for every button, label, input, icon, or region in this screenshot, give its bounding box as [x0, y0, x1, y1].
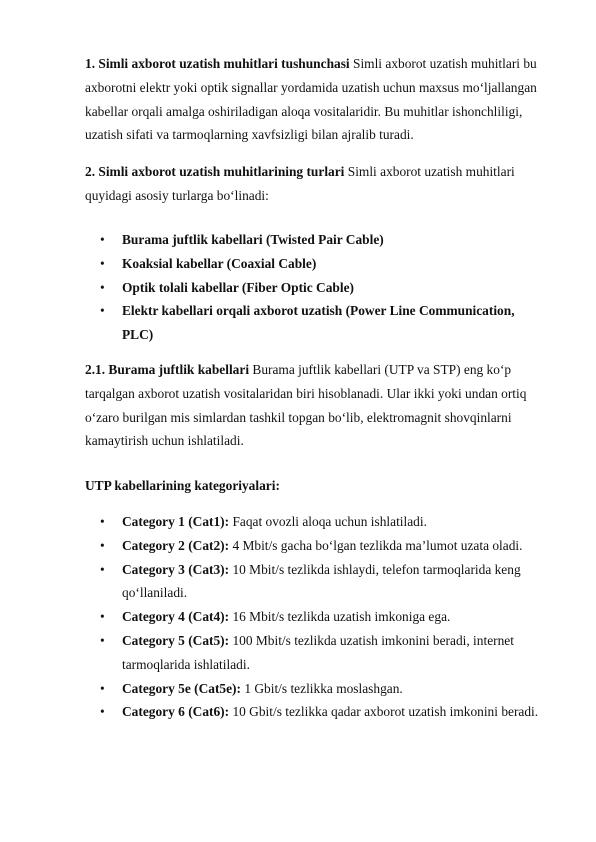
- category-text: 16 Mbit/s tezlikda uzatish imkoniga ega.: [229, 609, 451, 625]
- category-text: 4 Mbit/s gacha bo‘lgan tezlikda ma’lumot uzata oladi.: [229, 537, 523, 553]
- category-text: 10 Mbit/s tezlikda ishlaydi, telefon tarmoqlarida keng qo‘llaniladi.: [122, 561, 521, 601]
- cable-types-list: [85, 228, 545, 347]
- category-label: Category 1 (Cat1):: [122, 514, 230, 529]
- bullet-icon: •: [100, 609, 105, 625]
- bullet-icon: •: [100, 303, 105, 319]
- list-item: [85, 299, 545, 347]
- paragraph-section-2-1: [85, 358, 545, 453]
- list-item-label: Koaksial kabellar (Coaxial Cable): [122, 255, 317, 271]
- list-item: [85, 534, 545, 558]
- category-label: Category 4 (Cat4):: [122, 609, 230, 625]
- section-2-1-title: 2.1. Burama juftlik kabellari: [85, 362, 250, 377]
- list-item: [85, 700, 545, 724]
- list-item: [85, 677, 545, 701]
- section-1-text: Simli axborot uzatish muhitlari bu axborotni elektr yoki optik signallar yordamida uzatish uchun maxsus mo‘ljallangan kabellar orqali amalga oshiriladigan aloqa vositalaridir. Bu muhitlar ishonchliligi, uzatish sifati va tarmoqlarning xavfsizligi bilan ajralib turadi.: [85, 56, 537, 143]
- section-1-title: 1. Simli axborot uzatish muhitlari tushunchasi: [85, 56, 350, 71]
- bullet-icon: •: [100, 704, 105, 720]
- bullet-icon: •: [100, 632, 105, 648]
- paragraph-section-1: [85, 52, 545, 147]
- category-text: 10 Gbit/s tezlikka qadar axborot uzatish imkonini beradi.: [229, 704, 539, 720]
- paragraph-section-2: [85, 160, 545, 208]
- section-2-text: Simli axborot uzatish muhitlari quyidagi asosiy turlarga bo‘linadi:: [85, 164, 515, 203]
- utp-categories-heading: UTP kabellarining kategoriyalari:: [85, 478, 280, 493]
- list-item-label: Optik tolali kabellar (Fiber Optic Cable): [122, 279, 354, 295]
- category-text: Faqat ovozli aloqa uchun ishlatiladi.: [229, 514, 427, 529]
- list-item: [85, 629, 545, 677]
- bullet-icon: •: [100, 279, 105, 295]
- bullet-icon: •: [100, 680, 105, 696]
- list-item-label: Burama juftlik kabellari (Twisted Pair Cable): [122, 232, 384, 247]
- category-label: Category 5e (Cat5e):: [122, 680, 241, 696]
- section-2-title: 2. Simli axborot uzatish muhitlarining turlari: [85, 164, 345, 179]
- category-label: Category 6 (Cat6):: [122, 704, 230, 720]
- bullet-icon: •: [100, 255, 105, 271]
- list-item-label: Elektr kabellari orqali axborot uzatish (Power Line Communication, PLC): [122, 303, 515, 343]
- category-text: 100 Mbit/s tezlikda uzatish imkonini beradi, internet tarmoqlarida ishlatiladi.: [122, 632, 514, 672]
- list-item: [85, 252, 545, 276]
- bullet-icon: •: [100, 232, 105, 247]
- bullet-icon: •: [100, 537, 105, 553]
- section-2-1-text: Burama juftlik kabellari (UTP va STP) eng ko‘p tarqalgan axborot uzatish vositalaridan biri hisoblanadi. Ular ikki yoki undan ortiq o‘zaro burilgan mis simlardan tashkil topgan bo‘lib, elektromagnit shovqinlarni kamaytirish uchun ishlatiladi.: [85, 362, 527, 449]
- bullet-icon: •: [100, 514, 105, 529]
- list-item: [85, 276, 545, 300]
- category-text: 1 Gbit/s tezlikka moslashgan.: [240, 680, 403, 696]
- category-label: Category 3 (Cat3):: [122, 561, 230, 577]
- list-item: [85, 558, 545, 606]
- list-item: [85, 605, 545, 629]
- bullet-icon: •: [100, 561, 105, 577]
- list-item: [85, 510, 545, 534]
- category-label: Category 2 (Cat2):: [122, 537, 230, 553]
- utp-categories-list: [85, 510, 545, 724]
- category-label: Category 5 (Cat5):: [122, 632, 230, 648]
- list-item: [85, 228, 545, 252]
